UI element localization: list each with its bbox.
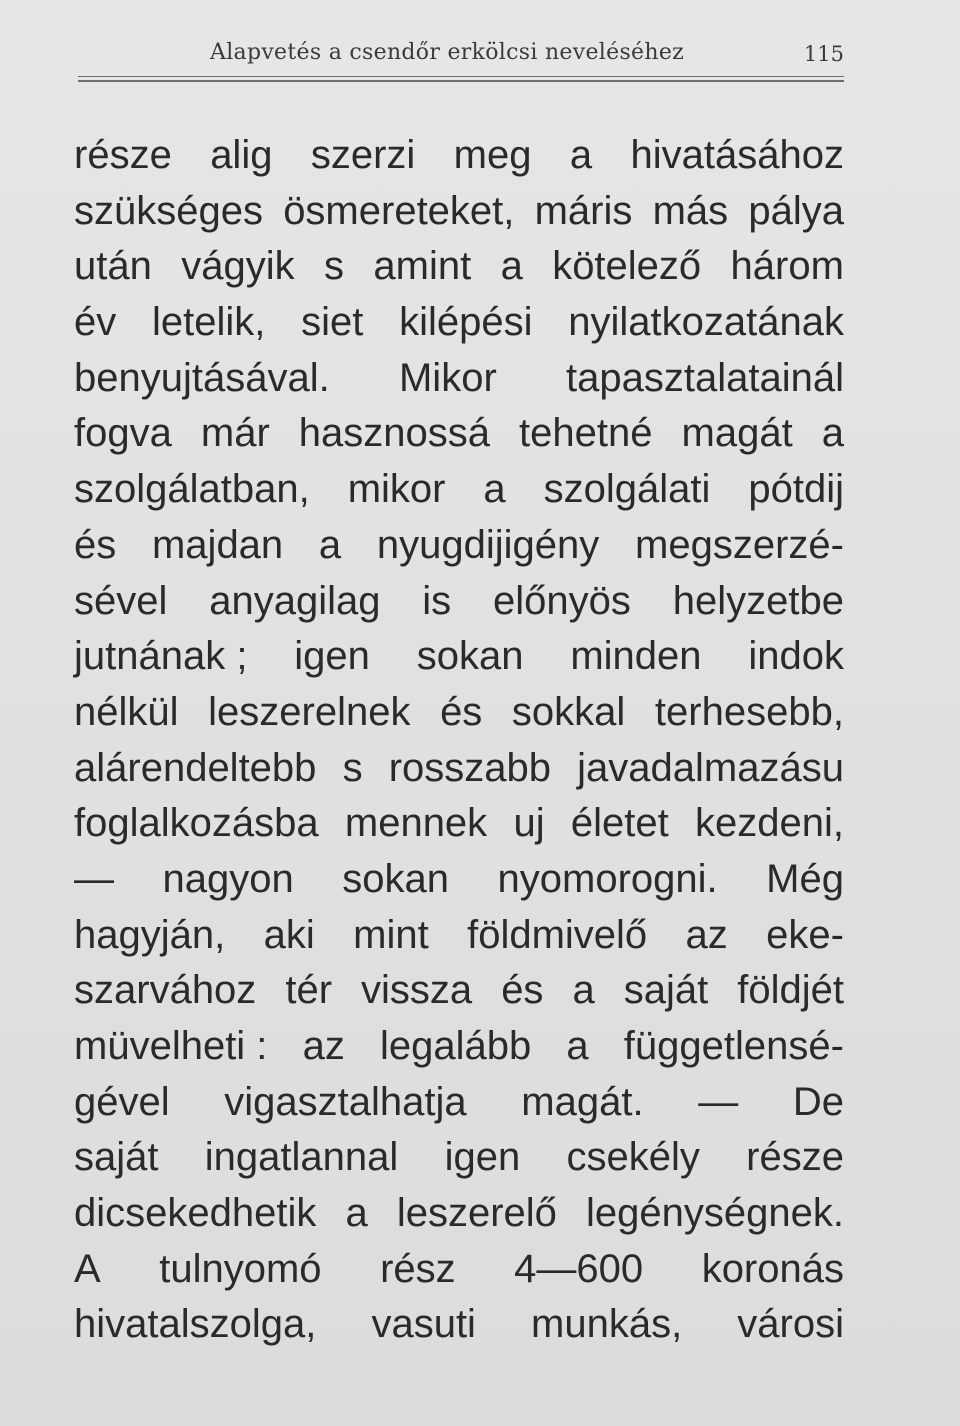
word: is — [422, 578, 452, 623]
running-head-title: Alapvetés a csendőr erkölcsi neveléséhez — [210, 40, 685, 65]
word: 4—600 — [514, 1246, 644, 1291]
word: indok — [748, 634, 844, 679]
word: mint — [353, 912, 429, 957]
word: sével — [74, 578, 168, 623]
word: — — [698, 1079, 739, 1124]
word: pálya — [748, 188, 844, 233]
word: foglalkozásba — [74, 801, 319, 846]
page-number: 115 — [803, 42, 844, 66]
text-line — [74, 1242, 844, 1298]
word: A — [74, 1246, 101, 1291]
word: sokan — [342, 856, 450, 901]
word: és — [501, 968, 544, 1013]
word: szolgálatban, — [74, 467, 310, 512]
word: vasuti — [371, 1302, 476, 1347]
word: nyugdijigény — [376, 522, 600, 567]
word: után — [74, 244, 152, 289]
word: kilépési — [399, 300, 533, 345]
word: nyomorogni. — [497, 856, 718, 901]
word: majdan — [151, 522, 284, 567]
word: Mikor — [398, 355, 497, 400]
word: a — [572, 968, 595, 1013]
text-line — [74, 1297, 844, 1353]
text-line — [74, 239, 844, 295]
word: év — [74, 300, 117, 345]
word: alárendeltebb — [74, 745, 317, 790]
word: a — [318, 522, 342, 567]
word: nélkül — [74, 689, 179, 734]
word: siet — [301, 300, 364, 345]
word: szerzi — [310, 133, 416, 177]
word: sokkal — [511, 689, 626, 734]
word: rész — [380, 1246, 456, 1291]
text-line — [74, 963, 844, 1019]
word: nagyon — [162, 856, 294, 901]
text-line — [74, 1130, 844, 1186]
word: hagyján, — [74, 912, 226, 957]
word: szolgálati — [543, 467, 711, 512]
word: fogva — [74, 411, 172, 456]
header-rule-thick — [78, 80, 844, 82]
word: ingatlannal — [204, 1135, 399, 1180]
word: leszerelő — [396, 1191, 557, 1236]
word: hasznossá — [298, 411, 491, 456]
word: anyagilag — [209, 578, 381, 623]
word: függetlensé- — [623, 1024, 844, 1068]
word: koronás — [701, 1246, 844, 1291]
text-line — [74, 295, 844, 351]
word: a — [821, 411, 844, 456]
word: legénységnek. — [586, 1191, 844, 1236]
word: helyzetbe — [672, 578, 844, 623]
text-line — [74, 629, 844, 685]
word: legalább — [379, 1024, 532, 1068]
running-head — [78, 36, 844, 76]
word: tér — [285, 968, 333, 1013]
word: aki — [263, 912, 315, 957]
body-paragraph — [74, 128, 844, 1353]
word: benyujtásával. — [74, 355, 330, 400]
word: tapasztalatainál — [566, 355, 844, 400]
word: vissza — [361, 968, 473, 1013]
word: rosszabb — [388, 745, 552, 790]
word: s — [342, 745, 363, 790]
word: a — [345, 1191, 368, 1236]
word: az — [302, 1024, 345, 1068]
word: saját — [74, 1135, 159, 1180]
text-line — [74, 908, 844, 964]
word: kötelező — [552, 244, 702, 289]
text-line — [74, 518, 844, 574]
word: dicsekedhetik — [74, 1191, 317, 1236]
word: előnyös — [493, 578, 631, 623]
word: gével — [74, 1079, 170, 1124]
word: alig — [210, 133, 273, 177]
word: magát — [681, 411, 793, 456]
text-line — [74, 184, 844, 240]
word: tehetné — [519, 411, 653, 456]
text-line — [74, 741, 844, 797]
text-line — [74, 406, 844, 462]
word: sokan — [416, 634, 524, 679]
word: vigasztalhatja — [224, 1079, 467, 1124]
word: uj — [513, 801, 545, 846]
word: nyilatkozatának — [568, 300, 844, 345]
word: a — [500, 244, 523, 289]
text-line — [74, 128, 844, 184]
word: magát. — [521, 1079, 644, 1124]
word: De — [792, 1079, 844, 1124]
word: a — [569, 133, 593, 177]
word: igen — [294, 634, 370, 679]
text-line — [74, 1075, 844, 1131]
word: kezdeni, — [694, 801, 844, 846]
word: hivatásához — [630, 133, 844, 177]
text-line — [74, 462, 844, 518]
word: meg — [453, 133, 532, 177]
word: mennek — [344, 801, 488, 846]
word: tulnyomó — [159, 1246, 322, 1291]
word: földjét — [737, 968, 844, 1013]
word: földmivelő — [467, 912, 648, 957]
word: szarvához — [74, 968, 257, 1013]
word: életet — [570, 801, 669, 846]
word: terhesebb, — [654, 689, 844, 734]
word: szükséges — [74, 188, 263, 233]
word: része — [746, 1135, 844, 1180]
text-line — [74, 685, 844, 741]
text-line — [74, 1186, 844, 1242]
word: igen — [444, 1135, 521, 1180]
header-rule-thin — [78, 76, 844, 77]
word: eke- — [766, 912, 844, 957]
word: más — [652, 188, 729, 233]
word: müvelheti : — [74, 1024, 268, 1068]
word: Még — [766, 856, 844, 901]
word: vágyik — [181, 244, 295, 289]
word: pótdij — [748, 467, 844, 512]
text-line — [74, 574, 844, 630]
word: mikor — [347, 467, 446, 512]
word: és — [440, 689, 483, 734]
word: az — [685, 912, 728, 957]
text-line — [74, 796, 844, 852]
word: a — [483, 467, 506, 512]
word: letelik, — [151, 300, 266, 345]
word: csekély — [566, 1135, 700, 1180]
word: már — [200, 411, 270, 456]
word: ösmereteket, — [283, 188, 515, 233]
text-line — [74, 1019, 844, 1075]
word: hivatalszolga, — [74, 1302, 317, 1347]
text-line — [74, 351, 844, 407]
word: — — [74, 856, 114, 901]
word: városi — [737, 1302, 844, 1347]
text-line — [74, 852, 844, 908]
word: saját — [623, 968, 709, 1013]
word: s — [324, 244, 344, 289]
word: a — [566, 1024, 589, 1068]
word: jutnának ; — [74, 634, 248, 679]
word: minden — [570, 634, 702, 679]
word: máris — [534, 188, 633, 233]
word: megszerzé- — [635, 522, 844, 567]
word: leszerelnek — [208, 689, 411, 734]
word: és — [74, 522, 117, 567]
word: része — [74, 133, 172, 177]
word: három — [730, 244, 844, 289]
word: munkás, — [531, 1302, 683, 1347]
word: javadalmazásu — [577, 745, 844, 790]
word: amint — [373, 244, 472, 289]
